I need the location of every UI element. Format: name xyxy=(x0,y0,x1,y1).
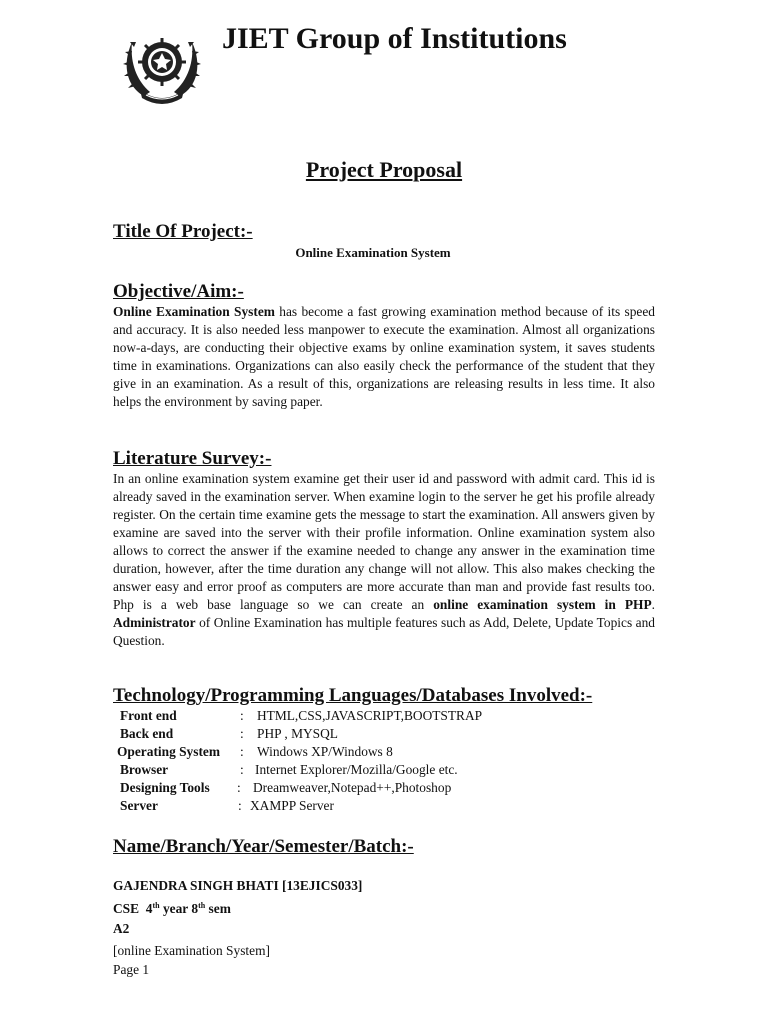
literature-bold-1: online examination system in PHP xyxy=(433,597,652,612)
student-name: GAJENDRA SINGH BHATI [13EJICS033] xyxy=(113,878,363,893)
literature-paragraph xyxy=(113,470,655,650)
project-title: Online Examination System xyxy=(295,245,451,260)
tech-label: Browser xyxy=(120,762,169,777)
tech-colon: : xyxy=(238,798,242,813)
tech-value: PHP , MYSQL xyxy=(257,726,338,741)
student-sem-number: 8 xyxy=(191,901,199,916)
tech-label: Operating System xyxy=(117,744,221,759)
student-branch-year xyxy=(113,896,362,919)
tech-label: Back end xyxy=(120,726,174,741)
tech-colon: : xyxy=(240,708,244,723)
literature-bold-2: Administrator xyxy=(113,615,196,630)
tech-colon: : xyxy=(240,744,244,759)
project-title-heading: Title Of Project:- xyxy=(113,221,253,242)
literature-text-2: . xyxy=(651,597,655,612)
document-title: Project Proposal xyxy=(305,157,463,182)
student-sem-suffix: th xyxy=(198,901,206,910)
tech-label: Designing Tools xyxy=(120,780,210,795)
student-details xyxy=(113,876,362,939)
tech-colon: : xyxy=(240,762,244,777)
student-year-number: 4 xyxy=(145,901,153,916)
tech-value: Dreamweaver,Notepad++,Photoshop xyxy=(253,780,452,795)
student-heading: Name/Branch/Year/Semester/Batch:- xyxy=(113,836,414,857)
student-branch: CSE xyxy=(113,901,140,916)
literature-text-3: of Online Examination has multiple features such as Add, Delete, Update Topics and Question. xyxy=(113,615,655,648)
literature-text-1: In an online examination system examine get their user id and password with admit card. This id is already saved in the examination server. When examine login to the server he get his profile already register. On the certain time examine gets the message to start the examination. All answers given by examine are saved into the server with their profile information. Online examination system also allows to correct the answer if the examine needed to change any answer in the examination time duration, however, after the time duration any change will not allow. This also makes checking the answer easy and error proof as computers are more accurate than man and provide fast results too. Php is a web base language so we can create an xyxy=(113,471,655,612)
tech-label: Front end xyxy=(120,708,177,723)
page-footer xyxy=(113,941,270,979)
student-year-word: year xyxy=(162,901,188,916)
tech-colon: : xyxy=(237,780,241,795)
literature-heading: Literature Survey:- xyxy=(113,448,272,469)
tech-label: Server xyxy=(120,798,158,813)
footer-page-number: Page 1 xyxy=(113,962,150,977)
objective-heading: Objective/Aim:- xyxy=(113,281,244,302)
tech-value: XAMPP Server xyxy=(250,798,334,813)
tech-value: HTML,CSS,JAVASCRIPT,BOOTSTRAP xyxy=(257,708,483,723)
tech-value: Internet Explorer/Mozilla/Google etc. xyxy=(255,762,458,777)
objective-text: has become a fast growing examination method because of its speed and accuracy. It is also needed less manpower to execute the examination. Almost all organizations now-a-days, are conducting their objective exams by online examination system, it saves students time in examinations. Organizations can also easily check the performance of the student that they give in an examination. As a result of this, organizations are releasing results in less time. It also helps the environment by saving paper. xyxy=(113,304,655,409)
tech-colon: : xyxy=(240,726,244,741)
tech-value: Windows XP/Windows 8 xyxy=(257,744,393,759)
institution-title: JIET Group of Institutions xyxy=(222,22,567,55)
objective-lead: Online Examination System xyxy=(113,304,275,319)
objective-paragraph xyxy=(113,303,655,411)
student-sem-word: sem xyxy=(208,901,231,916)
footer-document-name: [online Examination System] xyxy=(113,943,270,958)
student-batch: A2 xyxy=(113,921,130,936)
student-year-suffix: th xyxy=(152,901,160,910)
jiet-emblem-icon xyxy=(114,24,210,106)
technology-heading: Technology/Programming Languages/Databases Involved:- xyxy=(113,685,593,706)
